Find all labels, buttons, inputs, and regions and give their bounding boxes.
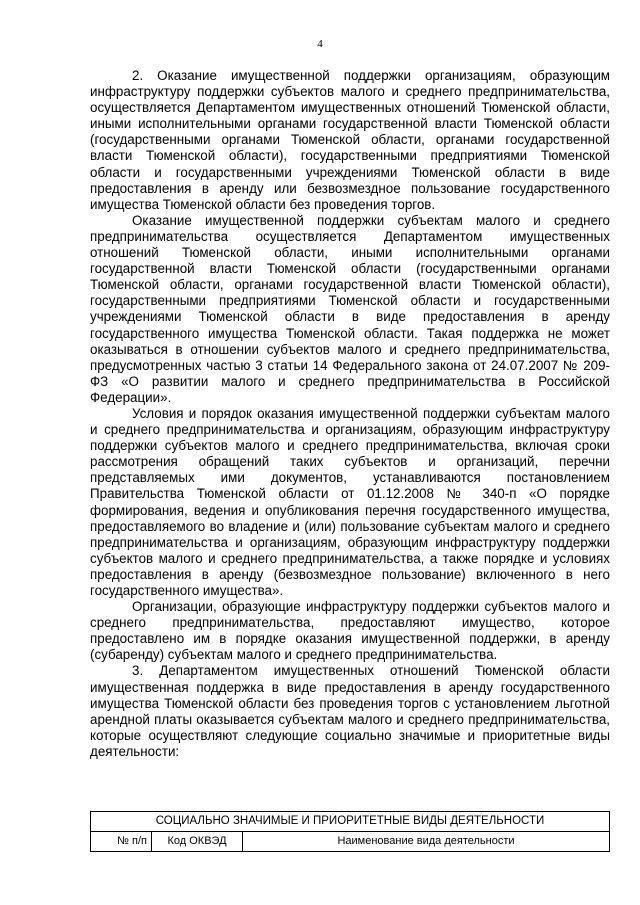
paragraph-organizations: Организации, образующие инфраструктуру поддержки субъектов малого и среднего предпринимательства, предоставляют имущество, которое предоставлено им в порядке оказания имущественной поддержки, в аренду (субаренду) субъектам малого и среднего предпринимательства. bbox=[90, 599, 610, 663]
header-okved-code: Код ОКВЭД bbox=[152, 832, 243, 852]
paragraph-support-smb: Оказание имущественной поддержки субъектам малого и среднего предпринимательства осуществляется Департаментом имущественных отношений Тюменской области, иными исполнительными органами государственной власти Тюменской области (государственными органами Тюменской области, органами государственной власти Тюменской области), государственными предприятиями Тюменской области и государственными учреждениями Тюменской области в виде предоставления в аренду государственного имущества Тюменской области. Такая поддержка не может оказываться в отношении субъектов малого и среднего предпринимательства, предусмотренных частью 3 статьи 14 Федерального закона от 24.07.2007 № 209-ФЗ «О развитии малого и среднего предпринимательства в Российской Федерации». bbox=[90, 212, 610, 405]
paragraph-3: 3. Департаментом имущественных отношений Тюменской области имущественная поддержка в виде предоставления в аренду государственного имущества Тюменской области без проведения торгов с установлением льготной арендной платы оказывается субъектам малого и среднего предпринимательства, которые осуществляют следующие социально значимые и приоритетные виды деятельности: bbox=[90, 663, 610, 759]
paragraph-conditions: Условия и порядок оказания имущественной поддержки субъектам малого и среднего предпринимательства и организациям, образующим инфраструктуру поддержки субъектов малого и среднего предпринимательства, включая сроки рассмотрения обращений таких субъектов и организаций, перечни представляемых ими документов, устанавливаются постановлением Правительства Тюменской области от 01.12.2008 № 340-п «О порядке формирования, ведения и опубликования перечня государственного имущества, предоставляемого во владение и (или) пользование субъектам малого и среднего предпринимательства и организациям, образующим инфраструктуру поддержки субъектов малого и среднего предпринимательства, а также порядке и условиях предоставления в аренду (безвозмездное пользование) включенного в него государственного имущества». bbox=[90, 405, 610, 598]
header-number: № п/п bbox=[91, 832, 152, 852]
header-activity-name: Наименование вида деятельности bbox=[243, 832, 610, 852]
page-number: 4 bbox=[317, 38, 323, 50]
table-caption: СОЦИАЛЬНО ЗНАЧИМЫЕ И ПРИОРИТЕТНЫЕ ВИДЫ ДЕЯТЕЛЬНОСТИ bbox=[91, 812, 610, 832]
activities-table bbox=[90, 811, 610, 852]
paragraph-2: 2. Оказание имущественной поддержки организациям, образующим инфраструктуру поддержки субъектов малого и среднего предпринимательства, осуществляется Департаментом имущественных отношений Тюменской области, иными исполнительными органами государственной власти Тюменской области (государственными органами Тюменской области, органами государственной власти Тюменской области), государственными предприятиями Тюменской области и государственными учреждениями Тюменской области в виде предоставления в аренду или безвозмездное пользование государственного имущества Тюменской области без проведения торгов. bbox=[90, 68, 610, 212]
document-body bbox=[90, 68, 610, 760]
table-header-row bbox=[91, 832, 610, 852]
table-caption-row bbox=[91, 812, 610, 832]
